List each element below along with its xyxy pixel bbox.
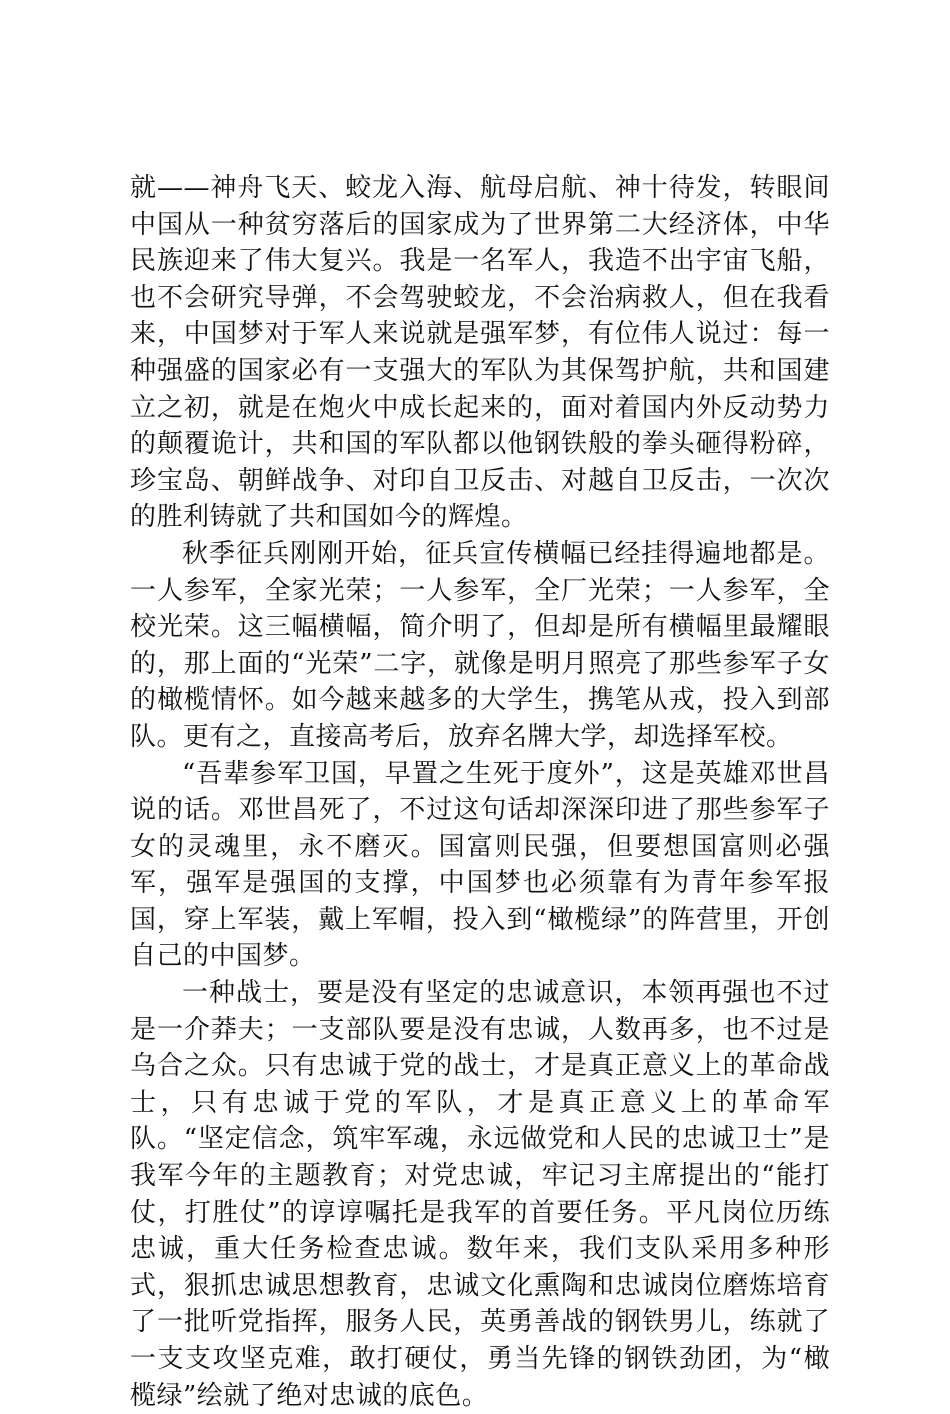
paragraph-recruitment: 秋季征兵刚刚开始，征兵宣传横幅已经挂得遍地都是。一人参军，全家光荣；一人参军，全厂光荣；一人参军，全校光荣。这三幅横幅，简介明了，但却是所有横幅里最耀眼的，那上面的“光荣”二字，就像是明月照亮了那些参军子女的橄榄情怀。如今越来越多的大学生，携笔从戎，投入到部队。更有之，直接高考后，放弃名牌大学，却选择军校。 (130, 538, 830, 752)
paragraph-loyalty: 一种战士，要是没有坚定的忠诚意识，本领再强也不过是一介莽夫；一支部队要是没有忠诚，人数再多，也不过是乌合之众。只有忠诚于党的战士，才是真正意义上的革命战士，只有忠诚于党的军队，才是真正意义上的革命军队。“坚定信念，筑牢军魂，永远做党和人民的忠诚卫士”是我军今年的主题教育；对党忠诚，牢记习主席提出的“能打仗，打胜仗”的谆谆嘱托是我军的首要任务。平凡岗位历练忠诚，重大任务检查忠诚。数年来，我们支队采用多种形式，狠抓忠诚思想教育，忠诚文化熏陶和忠诚岗位磨炼培育了一批听党指挥，服务人民，英勇善战的钢铁男儿，练就了一支支攻坚克难，敢打硬仗，勇当先锋的钢铁劲团，为“橄榄绿”绘就了绝对忠诚的底色。 (130, 978, 830, 1411)
paragraph-deng-shichang-quote: “吾辈参军卫国，早置之生死于度外”，这是英雄邓世昌说的话。邓世昌死了，不过这句话却深深印进了那些参军子女的灵魂里，永不磨灭。国富则民强，但要想国富则必强军，强军是强国的支撑，中国梦也必须靠有为青年参军报国，穿上军装，戴上军帽，投入到“橄榄绿”的阵营里，开创自己的中国梦。 (130, 758, 830, 972)
document-body (130, 170, 830, 1414)
paragraph-continuation: 就——神舟飞天、蛟龙入海、航母启航、神十待发，转眼间中国从一种贫穷落后的国家成为了世界第二大经济体，中华民族迎来了伟大复兴。我是一名军人，我造不出宇宙飞船，也不会研究导弹，不会驾驶蛟龙，不会治病救人，但在我看来，中国梦对于军人来说就是强军梦，有位伟人说过：每一种强盛的国家必有一支强大的军队为其保驾护航，共和国建立之初，就是在炮火中成长起来的，面对着国内外反动势力的颠覆诡计，共和国的军队都以他钢铁般的拳头砸得粉碎，珍宝岛、朝鲜战争、对印自卫反击、对越自卫反击，一次次的胜利铸就了共和国如今的辉煌。 (130, 173, 830, 533)
